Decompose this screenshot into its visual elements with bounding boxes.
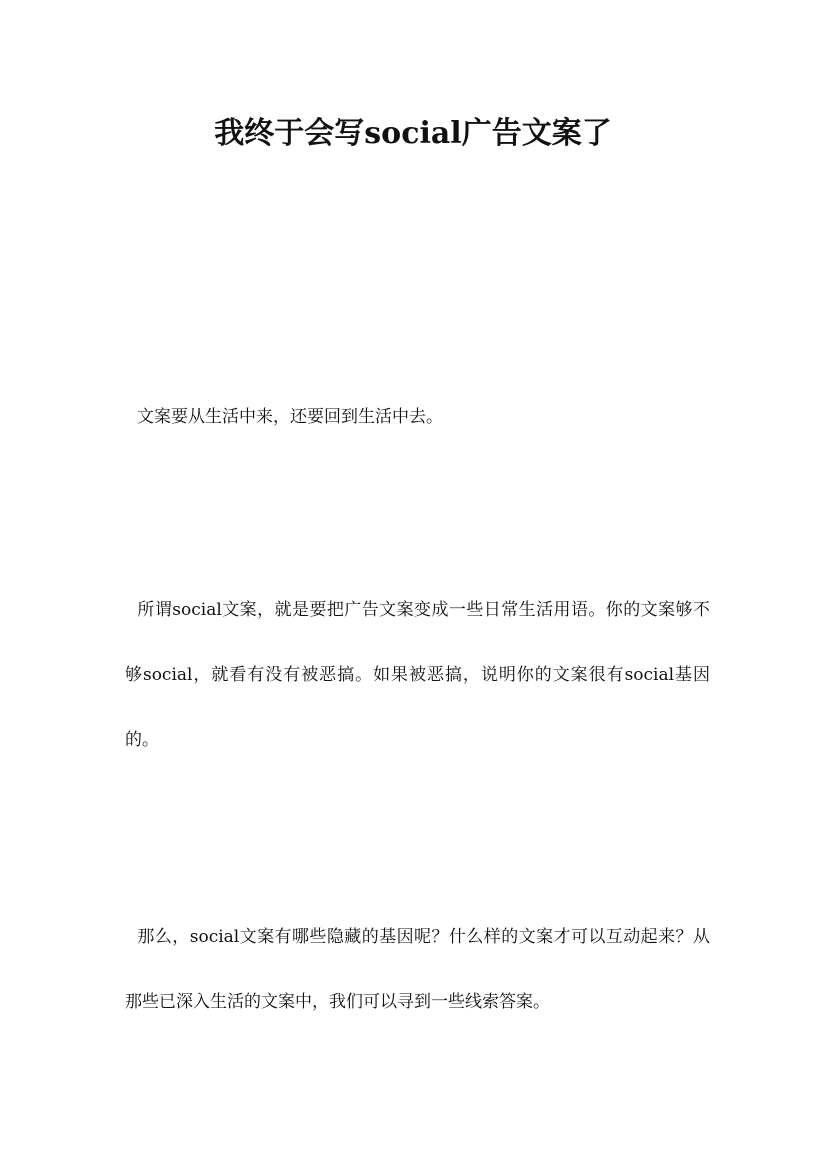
paragraph-2 <box>125 578 710 773</box>
paragraph-1-text: 文案要从生活中来，还要回到生活中去。 <box>137 407 443 427</box>
paragraph-1 <box>125 385 710 450</box>
paragraph-2-text: 所谓social文案，就是要把广告文案变成一些日常生活用语。你的文案够不够social，就看有没有被恶搞。如果被恶搞，说明你的文案很有social基因的。 <box>125 600 710 750</box>
document-title: 我终于会写social广告文案了 <box>214 116 612 151</box>
paragraph-3-text: 那么，social文案有哪些隐藏的基因呢？什么样的文案才可以互动起来？从那些已深入生活的文案中，我们可以寻到一些线索答案。 <box>125 927 710 1012</box>
paragraph-3 <box>125 905 710 1035</box>
